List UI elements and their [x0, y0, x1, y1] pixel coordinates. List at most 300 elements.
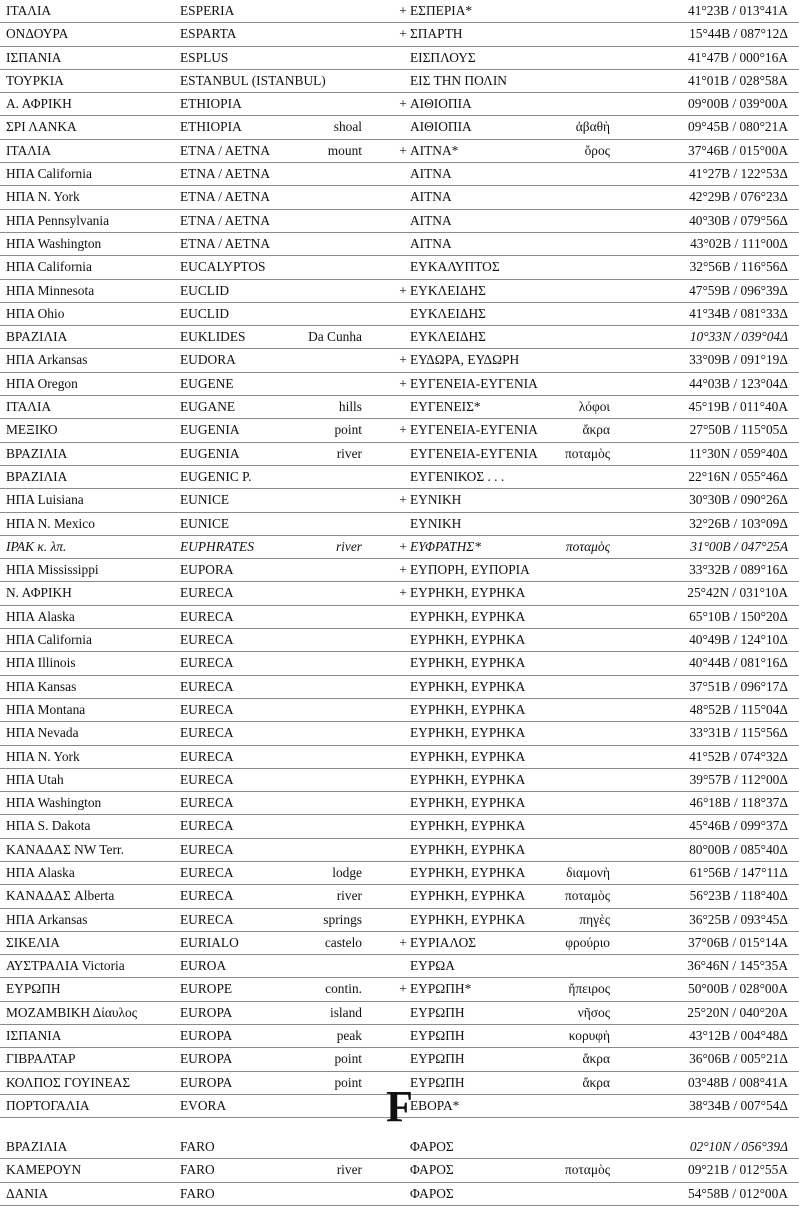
latin-feature-type: point	[334, 1074, 362, 1090]
coordinates: 37°51Β / 096°17Δ	[689, 678, 788, 694]
coordinates: 22°16Ν / 055°46Δ	[688, 468, 788, 484]
greek-feature-type: νῆσος	[577, 1004, 610, 1020]
country-name: Α. ΑΦΡΙΚΗ	[6, 96, 72, 112]
country-name: ΗΠΑ Utah	[6, 771, 64, 787]
latin-placename: ETHIOPIA	[180, 96, 242, 112]
table-row	[0, 186, 799, 209]
plus-marker: +	[398, 538, 408, 554]
latin-placename: EURECA	[180, 678, 234, 694]
table-row	[0, 0, 799, 23]
greek-placename: ΦΑΡΟΣ	[410, 1139, 454, 1154]
latin-placename: ETNA / AETNA	[180, 142, 271, 158]
coordinates: 54°58Β / 012°00Α	[688, 1185, 788, 1201]
latin-placename: ESPARTA	[180, 26, 237, 42]
greek-feature-type: ποταμὸς	[565, 538, 610, 554]
country-name: ΙΤΑΛΙΑ	[6, 3, 52, 18]
greek-feature-type: λόφοι	[578, 399, 610, 415]
latin-placename: EUROA	[180, 958, 227, 974]
greek-placename: ΕΥΡΗΚΗ, ΕΥΡΗΚΑ	[410, 911, 526, 927]
latin-placename: EUPORA	[180, 562, 234, 578]
greek-placename: ΕΥΡΩΠΗ	[410, 1004, 465, 1020]
table-row	[0, 839, 799, 862]
table-row	[0, 163, 799, 186]
latin-placename: EUKLIDES	[180, 329, 246, 345]
country-name: ΗΠΑ Luisiana	[6, 492, 84, 508]
country-name: ΜΟΖΑΜΒΙΚΗ Δίαυλος	[6, 1004, 138, 1020]
greek-feature-type: ἄκρα	[582, 1074, 610, 1090]
country-name: ΗΠΑ Kansas	[6, 678, 77, 694]
country-name: ΙΣΠΑΝΙΑ	[6, 49, 62, 65]
latin-placename: EUGENE	[180, 375, 234, 391]
coordinates: 36°06Β / 005°21Δ	[689, 1051, 788, 1067]
table-row	[0, 978, 799, 1001]
latin-placename: EURECA	[180, 795, 234, 811]
plus-marker: +	[399, 492, 407, 508]
country-name: ΜΕΞΙΚΟ	[6, 422, 58, 438]
latin-placename: EURIALO	[180, 934, 239, 950]
greek-placename: ΕΒΟΡΑ*	[410, 1097, 460, 1113]
greek-placename: ΕΥΝΙΚΗ	[410, 515, 462, 531]
greek-placename: ΕΥΡΗΚΗ, ΕΥΡΗΚΑ	[410, 864, 526, 880]
greek-placename: ΕΥΡΩΑ	[410, 958, 455, 974]
country-name: ΠΟΡΤΟΓΑΛΙΑ	[6, 1097, 90, 1113]
greek-feature-type: ὄρος	[584, 142, 610, 158]
greek-placename: ΦΑΡΟΣ	[410, 1162, 454, 1178]
greek-placename: ΕΥΓΕΝΕΙΑ-ΕΥΓΕΝΙΑ	[410, 375, 538, 391]
latin-feature-type: hills	[338, 399, 362, 415]
plus-marker: +	[399, 3, 407, 18]
plus-marker: +	[399, 422, 407, 438]
country-name: ΗΠΑ Arkansas	[6, 352, 88, 368]
greek-feature-type: κορυφὴ	[568, 1028, 610, 1044]
plus-marker: +	[399, 375, 407, 391]
coordinates: 09°45Β / 080°21Α	[688, 119, 788, 135]
table-row	[0, 536, 799, 559]
latin-feature-type: shoal	[333, 119, 362, 135]
country-name: ΕΥΡΩΠΗ	[6, 981, 61, 997]
greek-placename: ΕΥΠΟΡΗ, ΕΥΠΟΡΙΑ	[410, 562, 530, 578]
coordinates: 41°52Β / 074°32Δ	[689, 748, 788, 764]
coordinates: 10°33Ν / 039°04Δ	[689, 329, 788, 345]
table-row	[0, 909, 799, 932]
greek-placename: ΕΥΓΕΝΕΙΑ-ΕΥΓΕΝΙΑ	[410, 422, 538, 438]
table-row	[0, 1048, 799, 1071]
greek-placename: ΕΥΡΗΚΗ, ΕΥΡΗΚΑ	[410, 795, 526, 811]
country-name: ΗΠΑ Mississippi	[6, 562, 99, 578]
coordinates: 31°00Β / 047°25Α	[690, 538, 788, 554]
section-letter-heading: F	[386, 1082, 413, 1131]
country-name: ΚΑΝΑΔΑΣ NW Terr.	[6, 841, 124, 857]
latin-placename: EUPHRATES	[180, 538, 254, 554]
latin-placename: EUCLID	[180, 282, 230, 298]
latin-placename: EUGENIC P.	[180, 468, 252, 484]
country-name: ΗΠΑ Nevada	[6, 725, 79, 741]
coordinates: 02°10Ν / 056°39Δ	[689, 1139, 788, 1154]
coordinates: 30°30Β / 090°26Δ	[689, 492, 788, 508]
latin-placename: EUROPA	[180, 1004, 233, 1020]
coordinates: 40°30Β / 079°56Δ	[689, 212, 788, 228]
table-row	[0, 722, 799, 745]
latin-placename: EUROPA	[180, 1028, 233, 1044]
coordinates: 36°25Β / 093°45Δ	[689, 911, 788, 927]
coordinates: 11°30Ν / 059°40Δ	[688, 445, 788, 461]
greek-placename: ΕΥΡΗΚΗ, ΕΥΡΗΚΑ	[410, 888, 526, 904]
latin-placename: EURECA	[180, 655, 234, 671]
greek-placename: ΕΥΡΩΠΗ	[410, 1028, 465, 1044]
table-row	[0, 629, 799, 652]
coordinates: 45°19Β / 011°40Α	[688, 399, 788, 415]
coordinates: 03°48Β / 008°41Α	[688, 1074, 788, 1090]
table-row	[0, 513, 799, 536]
coordinates: 27°50Β / 115°05Δ	[689, 422, 788, 438]
table-row	[0, 932, 799, 955]
greek-placename: ΕΥΡΗΚΗ, ΕΥΡΗΚΑ	[410, 585, 526, 601]
greek-placename: ΕΥΡΩΠΗ	[410, 1074, 465, 1090]
greek-placename: ΕΥΡΩΠΗ	[410, 1051, 465, 1067]
coordinates: 41°47Β / 000°16Α	[688, 49, 788, 65]
coordinates: 15°44Β / 087°12Δ	[689, 26, 788, 42]
greek-placename: ΕΙΣΠΛΟΥΣ	[410, 49, 476, 65]
table-row	[0, 47, 799, 70]
country-name: ΟΝΔΟΥΡΑ	[6, 26, 69, 42]
greek-placename: ΕΥΓΕΝΕΙΣ*	[410, 399, 481, 415]
latin-feature-type: island	[330, 1004, 362, 1020]
coordinates: 39°57Β / 112°00Δ	[689, 771, 788, 787]
coordinates: 48°52Β / 115°04Δ	[689, 701, 788, 717]
country-name: ΗΠΑ N. Mexico	[6, 515, 95, 531]
greek-placename: ΑΙΘΙΟΠΙΑ	[410, 119, 472, 135]
coordinates: 33°31Β / 115°56Δ	[689, 725, 788, 741]
section-f-list	[0, 1136, 799, 1206]
greek-feature-type: ἤπειρος	[568, 981, 610, 997]
latin-feature-type: mount	[327, 142, 362, 158]
country-name: ΗΠΑ Ohio	[6, 305, 65, 321]
latin-placename: ESTANBUL (ISTANBUL)	[180, 72, 326, 88]
latin-feature-type: lodge	[332, 864, 362, 880]
latin-placename: EURECA	[180, 701, 234, 717]
greek-placename: ΑΙΤΝΑ*	[410, 142, 459, 158]
coordinates: 80°00Β / 085°40Δ	[689, 841, 788, 857]
country-name: ΗΠΑ Oregon	[6, 375, 78, 391]
table-row	[0, 280, 799, 303]
greek-placename: ΕΥΡΩΠΗ*	[410, 981, 472, 997]
latin-placename: EUROPA	[180, 1051, 233, 1067]
coordinates: 32°56Β / 116°56Δ	[689, 259, 788, 275]
latin-placename: EURECA	[180, 725, 234, 741]
coordinates: 43°02Β / 111°00Δ	[690, 235, 788, 251]
greek-placename: ΕΥΡΙΑΛΟΣ	[410, 934, 477, 950]
latin-placename: ETNA / AETNA	[180, 189, 271, 205]
latin-placename: EUCALYPTOS	[180, 259, 266, 275]
table-row	[0, 885, 799, 908]
greek-placename: ΕΥΓΕΝΕΙΑ-ΕΥΓΕΝΙΑ	[410, 445, 538, 461]
latin-placename: EURECA	[180, 608, 234, 624]
country-name: ΚΑΜΕΡΟΥΝ	[6, 1162, 82, 1178]
table-row	[0, 1025, 799, 1048]
latin-feature-type: Da Cunha	[308, 329, 362, 345]
latin-placename: EURECA	[180, 911, 234, 927]
table-row	[0, 746, 799, 769]
latin-feature-type: river	[336, 445, 362, 461]
table-row	[0, 955, 799, 978]
greek-placename: ΕΥΡΗΚΗ, ΕΥΡΗΚΑ	[410, 748, 526, 764]
table-row	[0, 349, 799, 372]
latin-placename: EUROPA	[180, 1074, 233, 1090]
country-name: ΗΠΑ N. York	[6, 748, 80, 764]
country-name: ΗΠΑ Alaska	[6, 608, 75, 624]
country-name: ΤΟΥΡΚΙΑ	[6, 72, 64, 88]
plus-marker: +	[399, 585, 407, 601]
country-name: ΒΡΑΖΙΛΙΑ	[6, 329, 68, 345]
latin-feature-type: contin.	[325, 981, 362, 997]
coordinates: 25°20Ν / 040°20Α	[687, 1004, 788, 1020]
country-name: ΗΠΑ Pennsylvania	[6, 212, 110, 228]
latin-feature-type: river	[336, 1162, 362, 1178]
greek-placename: ΣΠΑΡΤΗ	[410, 26, 463, 42]
coordinates: 09°00Β / 039°00Α	[688, 96, 788, 112]
table-row	[0, 676, 799, 699]
table-row	[0, 70, 799, 93]
table-row	[0, 1136, 799, 1159]
table-row	[0, 303, 799, 326]
greek-placename: ΕΥΡΗΚΗ, ΕΥΡΗΚΑ	[410, 771, 526, 787]
greek-placename: ΕΙΣ ΤΗΝ ΠΟΛΙΝ	[410, 72, 507, 88]
table-row	[0, 1183, 799, 1206]
coordinates: 65°10Β / 150°20Δ	[689, 608, 788, 624]
latin-placename: EUGENIA	[180, 422, 240, 438]
coordinates: 37°46Β / 015°00Α	[688, 142, 788, 158]
greek-feature-type: ποταμὸς	[564, 888, 610, 904]
country-name: ΗΠΑ N. York	[6, 189, 80, 205]
greek-feature-type: φρούριο	[565, 934, 610, 950]
latin-placename: EUNICE	[180, 515, 230, 531]
coordinates: 33°09Β / 091°19Δ	[689, 352, 788, 368]
latin-feature-type: river	[336, 888, 362, 904]
country-name: ΙΡΑΚ κ. λπ.	[6, 538, 67, 554]
table-row	[0, 1002, 799, 1025]
latin-placename: EURECA	[180, 818, 234, 834]
country-name: ΗΠΑ Minnesota	[6, 282, 95, 298]
greek-placename: ΕΥΚΛΕΙΔΗΣ	[410, 305, 486, 321]
country-name: ΑΥΣΤΡΑΛΙΑ Victoria	[6, 958, 125, 974]
latin-placename: ESPLUS	[180, 49, 229, 65]
country-name: ΒΡΑΖΙΛΙΑ	[6, 468, 68, 484]
plus-marker: +	[399, 142, 407, 158]
country-name: ΗΠΑ California	[6, 632, 92, 648]
country-name: ΗΠΑ Montana	[6, 701, 86, 717]
table-row	[0, 23, 799, 46]
latin-feature-type: springs	[323, 911, 362, 927]
country-name: ΓΙΒΡΑΛΤΑΡ	[6, 1051, 76, 1067]
table-row	[0, 443, 799, 466]
greek-placename: ΑΙΤΝΑ	[410, 212, 452, 228]
table-row	[0, 373, 799, 396]
plus-marker: +	[399, 981, 407, 997]
coordinates: 44°03Β / 123°04Δ	[689, 375, 788, 391]
latin-feature-type: point	[334, 1051, 362, 1067]
country-name: ΒΡΑΖΙΛΙΑ	[6, 1139, 68, 1154]
latin-placename: EUDORA	[180, 352, 236, 368]
table-row	[0, 210, 799, 233]
country-name: ΗΠΑ California	[6, 166, 92, 182]
country-name: ΗΠΑ Washington	[6, 235, 102, 251]
latin-placename: EURECA	[180, 841, 234, 857]
coordinates: 43°12Β / 004°48Δ	[689, 1028, 788, 1044]
greek-placename: ΕΥΡΗΚΗ, ΕΥΡΗΚΑ	[410, 841, 526, 857]
table-row	[0, 489, 799, 512]
greek-placename: ΕΥΚΛΕΙΔΗΣ	[410, 282, 486, 298]
coordinates: 41°23Β / 013°41Α	[688, 3, 788, 18]
country-name: ΗΠΑ S. Dakota	[6, 818, 91, 834]
latin-feature-type: peak	[336, 1028, 362, 1044]
latin-placename: FARO	[180, 1185, 215, 1201]
table-row	[0, 815, 799, 838]
greek-placename: ΕΣΠΕΡΙΑ*	[410, 3, 473, 18]
latin-placename: EUNICE	[180, 492, 230, 508]
latin-placename: EURECA	[180, 748, 234, 764]
country-name: ΒΡΑΖΙΛΙΑ	[6, 445, 68, 461]
coordinates: 33°32Β / 089°16Δ	[689, 562, 788, 578]
greek-placename: ΑΙΘΙΟΠΙΑ	[410, 96, 472, 112]
plus-marker: +	[399, 96, 407, 112]
greek-placename: ΕΥΡΗΚΗ, ΕΥΡΗΚΑ	[410, 632, 526, 648]
greek-placename: ΕΥΔΩΡΑ, ΕΥΔΩΡΗ	[410, 352, 520, 368]
greek-placename: ΕΥΦΡΑΤΗΣ*	[410, 538, 481, 554]
table-row	[0, 116, 799, 139]
coordinates: 40°44Β / 081°16Δ	[689, 655, 788, 671]
latin-placename: FARO	[180, 1162, 215, 1178]
greek-placename: ΕΥΓΕΝΙΚΟΣ . . .	[410, 468, 505, 484]
latin-placename: EURECA	[180, 585, 234, 601]
latin-placename: EUGANE	[180, 399, 236, 415]
coordinates: 41°01Β / 028°58Α	[688, 72, 788, 88]
greek-feature-type: ἄκρα	[582, 1051, 610, 1067]
table-row	[0, 606, 799, 629]
greek-placename: ΕΥΡΗΚΗ, ΕΥΡΗΚΑ	[410, 818, 526, 834]
greek-placename: ΦΑΡΟΣ	[410, 1185, 454, 1201]
latin-placename: ESPERIA	[180, 3, 235, 18]
table-row	[0, 93, 799, 116]
latin-placename: FARO	[180, 1139, 215, 1154]
table-row	[0, 862, 799, 885]
greek-feature-type: ποταμὸς	[564, 445, 610, 461]
coordinates: 32°26Β / 103°09Δ	[689, 515, 788, 531]
greek-placename: ΕΥΡΗΚΗ, ΕΥΡΗΚΑ	[410, 655, 526, 671]
coordinates: 47°59Β / 096°39Δ	[689, 282, 788, 298]
coordinates: 40°49Β / 124°10Δ	[689, 632, 788, 648]
greek-placename: ΑΙΤΝΑ	[410, 189, 452, 205]
country-name: ΚΟΛΠΟΣ ΓΟΥΙΝΕΑΣ	[6, 1074, 131, 1090]
coordinates: 41°27Β / 122°53Δ	[689, 166, 788, 182]
plus-marker: +	[399, 934, 407, 950]
greek-placename: ΕΥΚΛΕΙΔΗΣ	[410, 329, 486, 345]
latin-placename: EURECA	[180, 888, 234, 904]
latin-placename: EURECA	[180, 771, 234, 787]
country-name: ΗΠΑ Alaska	[6, 864, 75, 880]
coordinates: 56°23Β / 118°40Δ	[689, 888, 788, 904]
greek-placename: ΕΥΡΗΚΗ, ΕΥΡΗΚΑ	[410, 701, 526, 717]
table-row	[0, 792, 799, 815]
coordinates: 41°34Β / 081°33Δ	[689, 305, 788, 321]
table-row	[0, 582, 799, 605]
plus-marker: +	[399, 282, 407, 298]
latin-placename: EURECA	[180, 864, 234, 880]
greek-placename: ΑΙΤΝΑ	[410, 235, 452, 251]
greek-feature-type: ἀβαθὴ	[575, 119, 610, 135]
latin-placename: EUGENIA	[180, 445, 240, 461]
latin-placename: EVORA	[180, 1097, 227, 1113]
coordinates: 09°21Β / 012°55Α	[688, 1162, 788, 1178]
greek-feature-type: πηγὲς	[579, 911, 610, 927]
table-row	[0, 559, 799, 582]
coordinates: 25°42Ν / 031°10Α	[687, 585, 788, 601]
latin-placename: ETNA / AETNA	[180, 166, 271, 182]
country-name: ΗΠΑ Illinois	[6, 655, 76, 671]
latin-placename: ETHIOPIA	[180, 119, 242, 135]
country-name: ΗΠΑ Washington	[6, 795, 102, 811]
latin-placename: EUROPE	[180, 981, 233, 997]
table-row	[0, 1159, 799, 1182]
latin-placename: ETNA / AETNA	[180, 235, 271, 251]
plus-marker: +	[399, 352, 407, 368]
country-name: Ν. ΑΦΡΙΚΗ	[6, 585, 72, 601]
table-row	[0, 396, 799, 419]
greek-placename: ΕΥΡΗΚΗ, ΕΥΡΗΚΑ	[410, 725, 526, 741]
table-row	[0, 652, 799, 675]
plus-marker: +	[399, 562, 407, 578]
table-row	[0, 140, 799, 163]
table-row	[0, 326, 799, 349]
coordinates: 61°56Β / 147°11Δ	[689, 864, 788, 880]
latin-feature-type: castelo	[324, 934, 362, 950]
country-name: ΚΑΝΑΔΑΣ Alberta	[6, 888, 115, 904]
greek-placename: ΕΥΚΑΛΥΠΤΟΣ	[410, 259, 500, 275]
country-name: ΔΑΝΙΑ	[6, 1185, 49, 1201]
plus-marker: +	[399, 26, 407, 42]
table-row	[0, 419, 799, 442]
country-name: ΣΙΚΕΛΙΑ	[6, 934, 60, 950]
latin-placename: EURECA	[180, 632, 234, 648]
country-name: ΙΣΠΑΝΙΑ	[6, 1028, 62, 1044]
table-row	[0, 233, 799, 256]
greek-feature-type: διαμονὴ	[566, 864, 610, 880]
latin-placename: EUCLID	[180, 305, 230, 321]
coordinates: 37°06Β / 015°14Α	[688, 934, 788, 950]
coordinates: 46°18Β / 118°37Δ	[689, 795, 788, 811]
coordinates: 50°00Β / 028°00Α	[688, 981, 788, 997]
greek-placename: ΕΥΡΗΚΗ, ΕΥΡΗΚΑ	[410, 678, 526, 694]
country-name: ΣΡΙ ΛΑΝΚΑ	[6, 119, 77, 135]
table-row	[0, 256, 799, 279]
coordinates: 45°46Β / 099°37Δ	[689, 818, 788, 834]
country-name: ΙΤΑΛΙΑ	[6, 142, 52, 158]
coordinates: 42°29Β / 076°23Δ	[689, 189, 788, 205]
country-name: ΗΠΑ Arkansas	[6, 911, 88, 927]
latin-feature-type: river	[335, 538, 362, 554]
greek-placename: ΕΥΡΗΚΗ, ΕΥΡΗΚΑ	[410, 608, 526, 624]
latin-feature-type: point	[334, 422, 362, 438]
greek-placename: ΕΥΝΙΚΗ	[410, 492, 462, 508]
country-name: ΙΤΑΛΙΑ	[6, 399, 52, 415]
table-row	[0, 699, 799, 722]
greek-feature-type: ἄκρα	[582, 422, 610, 438]
coordinates: 36°46Ν / 145°35Α	[687, 958, 788, 974]
table-row	[0, 769, 799, 792]
table-row	[0, 466, 799, 489]
greek-feature-type: ποταμὸς	[564, 1162, 610, 1178]
latin-placename: ETNA / AETNA	[180, 212, 271, 228]
greek-placename: ΑΙΤΝΑ	[410, 166, 452, 182]
